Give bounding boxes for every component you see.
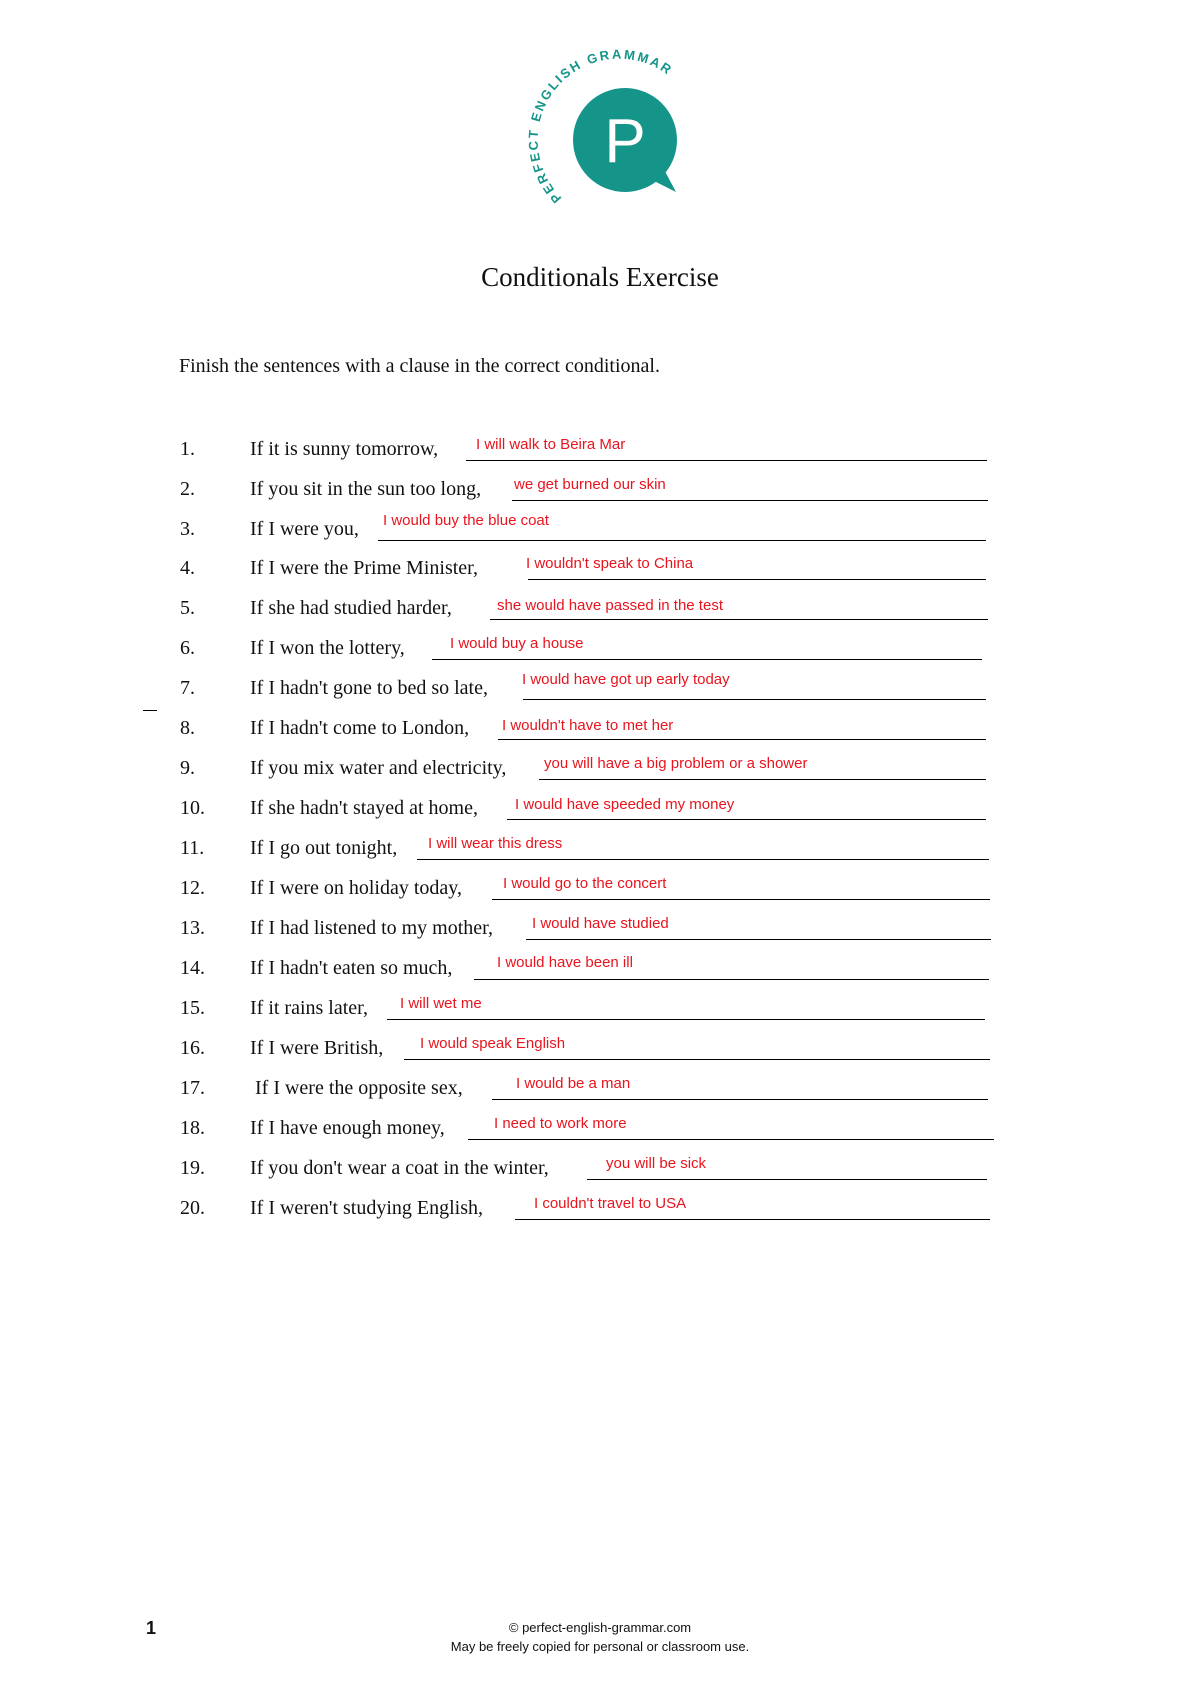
handwritten-answer[interactable]: we get burned our skin — [514, 476, 666, 493]
handwritten-answer[interactable]: I will walk to Beira Mar — [476, 436, 626, 453]
handwritten-answer[interactable]: I couldn't travel to USA — [534, 1195, 687, 1212]
answer-blank-line — [404, 1059, 990, 1060]
answer-blank-line — [515, 1219, 990, 1220]
handwritten-answer[interactable]: I would have speeded my money — [515, 796, 735, 813]
answer-blank-line — [528, 579, 986, 580]
handwritten-answer[interactable]: I will wet me — [400, 995, 482, 1012]
exercise-item — [0, 1193, 1200, 1223]
item-number: 7. — [180, 677, 195, 699]
footer-license: May be freely copied for personal or classroom use. — [450, 1639, 750, 1654]
exercise-item — [0, 753, 1200, 783]
exercise-item — [0, 1153, 1200, 1183]
item-number: 4. — [180, 557, 195, 579]
footer-copyright: © perfect-english-grammar.com — [508, 1620, 692, 1635]
exercise-item — [0, 514, 1200, 544]
answer-blank-line — [468, 1139, 994, 1140]
handwritten-answer[interactable]: I would have been ill — [497, 954, 633, 971]
item-prompt: If you sit in the sun too long, — [250, 478, 482, 500]
item-prompt: If it rains later, — [250, 997, 369, 1019]
answer-blank-line — [387, 1019, 985, 1020]
item-prompt: If I have enough money, — [250, 1117, 445, 1139]
item-prompt: If I hadn't gone to bed so late, — [250, 677, 488, 699]
handwritten-answer[interactable]: I wouldn't have to met her — [502, 717, 674, 734]
item-number: 2. — [180, 478, 195, 500]
handwritten-answer[interactable]: she would have passed in the test — [497, 597, 723, 614]
answer-blank-line — [417, 859, 989, 860]
item-number: 11. — [180, 837, 205, 859]
exercise-item — [0, 1073, 1200, 1103]
handwritten-answer[interactable]: I would buy a house — [450, 635, 584, 652]
exercise-item — [0, 833, 1200, 863]
logo-letter: P — [604, 107, 646, 176]
handwritten-answer[interactable]: you will be sick — [606, 1155, 707, 1172]
item-number: 12. — [180, 877, 205, 899]
exercise-item — [0, 873, 1200, 903]
item-prompt: If I were British, — [250, 1037, 384, 1059]
item-number: 6. — [180, 637, 195, 659]
item-prompt: If I were the opposite sex, — [250, 1077, 463, 1099]
handwritten-answer[interactable]: you will have a big problem or a shower — [544, 755, 808, 772]
exercise-item — [0, 713, 1200, 743]
item-number: 13. — [180, 917, 205, 939]
item-prompt: If I weren't studying English, — [250, 1197, 484, 1219]
item-number: 15. — [180, 997, 205, 1019]
item-prompt: If I were the Prime Minister, — [250, 557, 479, 579]
margin-mark — [143, 710, 157, 711]
exercise-item — [0, 673, 1200, 703]
item-number: 14. — [180, 957, 205, 979]
answer-blank-line — [466, 460, 987, 461]
exercise-item — [0, 474, 1200, 504]
item-number: 19. — [180, 1157, 205, 1179]
item-prompt: If you mix water and electricity, — [250, 757, 507, 779]
item-prompt: If I won the lottery, — [250, 637, 405, 659]
item-prompt: If I were on holiday today, — [250, 877, 462, 899]
answer-blank-line — [498, 739, 986, 740]
item-prompt: If I go out tonight, — [250, 837, 398, 859]
handwritten-answer[interactable]: I would have got up early today — [522, 671, 730, 688]
answer-blank-line — [432, 659, 982, 660]
answer-blank-line — [539, 779, 986, 780]
footer — [0, 1618, 1200, 1656]
item-number: 3. — [180, 518, 195, 540]
exercise-item — [0, 913, 1200, 943]
exercise-item — [0, 793, 1200, 823]
handwritten-answer[interactable]: I would speak English — [420, 1035, 566, 1052]
item-number: 20. — [180, 1197, 205, 1219]
item-number: 8. — [180, 717, 195, 739]
answer-blank-line — [490, 619, 988, 620]
item-number: 9. — [180, 757, 195, 779]
exercise-item — [0, 633, 1200, 663]
answer-blank-line — [492, 899, 990, 900]
answer-blank-line — [474, 979, 989, 980]
item-prompt: If you don't wear a coat in the winter, — [250, 1157, 549, 1179]
item-number: 5. — [180, 597, 195, 619]
answer-blank-line — [378, 540, 986, 541]
exercise-item — [0, 434, 1200, 464]
item-prompt: If I hadn't eaten so much, — [250, 957, 453, 979]
item-prompt: If she hadn't stayed at home, — [250, 797, 478, 819]
instruction-text: Finish the sentences with a clause in the correct conditional. — [179, 355, 660, 377]
page-number: 1 — [146, 1618, 157, 1638]
handwritten-answer[interactable]: I would go to the concert — [503, 875, 667, 892]
item-number: 10. — [180, 797, 205, 819]
answer-blank-line — [507, 819, 986, 820]
answer-blank-line — [587, 1179, 987, 1180]
handwritten-answer[interactable]: I would be a man — [516, 1075, 631, 1092]
logo-arc-text: PERFECT ENGLISH GRAMMAR — [525, 46, 676, 207]
item-number: 16. — [180, 1037, 205, 1059]
item-prompt: If she had studied harder, — [250, 597, 452, 619]
item-prompt: If I were you, — [250, 518, 359, 540]
perfect-english-grammar-logo — [520, 40, 700, 210]
answer-blank-line — [526, 939, 991, 940]
item-prompt: If I hadn't come to London, — [250, 717, 470, 739]
item-prompt: If it is sunny tomorrow, — [250, 438, 439, 460]
handwritten-answer[interactable]: I will wear this dress — [428, 835, 563, 852]
handwritten-answer[interactable]: I would have studied — [532, 915, 669, 932]
item-number: 18. — [180, 1117, 205, 1139]
answer-blank-line — [512, 500, 988, 501]
item-prompt: If I had listened to my mother, — [250, 917, 494, 939]
answer-blank-line — [523, 699, 986, 700]
exercise-item — [0, 993, 1200, 1023]
answer-blank-line — [492, 1099, 988, 1100]
page-title: Conditionals Exercise — [481, 262, 719, 292]
item-number: 17. — [180, 1077, 205, 1099]
handwritten-answer[interactable]: I would buy the blue coat — [383, 512, 549, 529]
exercise-item — [0, 1113, 1200, 1143]
exercise-item — [0, 953, 1200, 983]
exercise-item — [0, 553, 1200, 583]
handwritten-answer[interactable]: I wouldn't speak to China — [526, 555, 694, 572]
exercise-item — [0, 1033, 1200, 1063]
exercise-item — [0, 593, 1200, 623]
handwritten-answer[interactable]: I need to work more — [494, 1115, 627, 1132]
item-number: 1. — [180, 438, 195, 460]
